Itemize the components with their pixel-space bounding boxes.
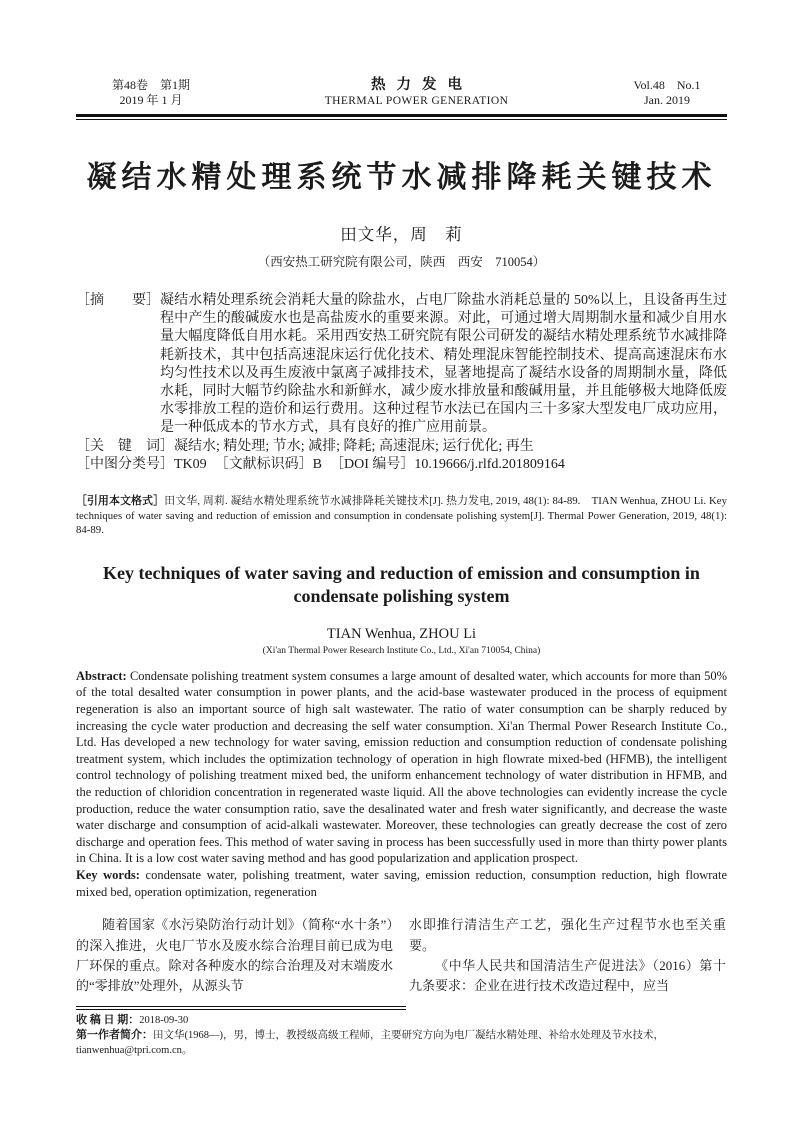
clc-value: TK09 xyxy=(174,456,207,472)
affiliation-cn: （西安热工研究院有限公司，陕西 西安 710054） xyxy=(257,255,546,269)
doc-code-value: B xyxy=(312,456,323,472)
date-en: Jan. 2019 xyxy=(644,93,690,107)
citation-label: ［引用本文格式］ xyxy=(76,495,165,508)
body-paragraph: 《中华人民共和国清洁生产促进法》（2016）第十九条要求：企业在进行技术改造过程中，应当 xyxy=(409,957,726,994)
journal-name-block xyxy=(226,78,607,109)
first-author-line xyxy=(76,1028,727,1058)
first-author-label: 第一作者简介： xyxy=(76,1029,153,1042)
header-volume-issue-en xyxy=(607,78,727,108)
abstract-text-cn: 凝结水精处理系统会消耗大量的除盐水，占电厂除盐水消耗总量的 50%以上，且设备再生过程中产生的酸碱废水也是高盐废水的重要来源。对此，可通过增大周期制水量和减少自用水量大幅度降低自用水耗。采用西安热工研究院有限公司研发的凝结水精处理系统节水减排降耗新技术，其中包括高速混床运行优化技术、精处理混床智能控制技术、提高高速混床布水均匀性技术以及再生废液中氯离子减排技术，显著地提高了凝结水设备的周期制水量，降低水耗，同时大幅节约除盐水和新鲜水，减少废水排放量和酸碱用量，并且能够极大地降低废水零排放工程的造价和运行费用。这种过程节水法已在国内三十多家大型发电厂成功应用，是一种低成本的节水方式，具有良好的推广应用前景。 xyxy=(160,293,727,436)
footnote-block xyxy=(76,1013,727,1059)
classification-row xyxy=(76,456,727,474)
citation-text-cn: 田文华, 周莉. 凝结水精处理系统节水减排降耗关键技术[J]. 热力发电, 2019, 48(1): 84-89. xyxy=(164,495,592,508)
keywords-en xyxy=(76,867,727,900)
citation-text-en: TIAN Wenhua, ZHOU Li. Key techniques of water saving and reduction of emission and consumption in condensate polishing system[J]. Thermal Power Generation, 2019, 48(1): 84-89. xyxy=(76,495,727,537)
date-cn: 2019 年 1 月 xyxy=(119,93,183,107)
journal-name-cn: 热力发电 xyxy=(371,77,473,93)
keywords-label-cn: ［关 键 词］ xyxy=(76,438,174,454)
paper-title-en: Key techniques of water saving and reduction of emission and consumption in condensate polishing system xyxy=(103,562,700,606)
abstract-label-cn: ［摘 要］ xyxy=(76,293,160,308)
body-columns xyxy=(76,915,727,997)
abstract-text-en: Condensate polishing treatment system consumes a large amount of desalted water, which accounts for more than 50% of the total desalted water consumption in power plants, and the acid-base wastewater produced in the process of equipment regeneration is also an important source of high salt wastewater. The ratio of water consumption can be sharply reduced by increasing the cycle water production and decreasing the self water consumption. Xi'an Thermal Power Research Institute Co., Ltd. Has developed a new technology for water saving, emission reduction and consumption reduction of condensate polishing treatment system, which includes the optimization technology of operation in high flowrate mixed-bed (HFMB), the intelligent control technology of polishing treatment mixed bed, the uniform enhancement technology of water distribution in HFMB, and the reduction of chloridion concentration in regenerated waste liquid. All the above technologies can evidently increase the cycle production, reduce the water consumption ratio, save the desalinated water and fresh water significantly, and decrease the waste water discharge and consumption of acid-alkali wastewater. Moreover, these technologies can greatly decrease the cost of zero discharge and operation fees. This method of water saving in process has been successfully used in more than thirty power plants in China. It is a low cost water saving method and has good popularization and application prospect. xyxy=(76,668,727,866)
affiliation-en: (Xi'an Thermal Power Research Institute Co., Ltd., Xi'an 710054, China) xyxy=(262,645,541,656)
keywords-row-cn xyxy=(76,438,727,456)
doi-label: ［DOI 编号］ xyxy=(330,456,415,472)
paper-title-cn: 凝结水精处理系统节水减排降耗关键技术 xyxy=(86,160,717,195)
abstract-block-cn xyxy=(76,292,727,474)
authors-en: TIAN Wenhua, ZHOU Li xyxy=(326,625,477,642)
first-author-bio: 田文华(1968—)，男，博士，教授级高级工程师，主要研究方向为电厂凝结水精处理、补给水处理及节水技术，tianwenhua@tpri.com.cn。 xyxy=(76,1030,664,1056)
body-paragraph: 随着国家《水污染防治行动计划》（简称“水十条”）的深入推进，火电厂节水及废水综合治理目前已成为电厂环保的重点。除对各种废水的综合治理及对末端废水的“零排放”处理外，从源头节 xyxy=(76,917,393,994)
abstract-label-en: Abstract: xyxy=(76,668,127,683)
header-divider xyxy=(76,114,727,120)
footnote-divider xyxy=(76,1006,406,1010)
received-date-value: 2018-09-30 xyxy=(139,1014,189,1026)
body-paragraph: 水即推行清洁生产工艺，强化生产过程节水也至关重要。 xyxy=(409,917,726,953)
volume-issue-cn: 第48卷 第1期 xyxy=(111,78,190,92)
doi-value: 10.19666/j.rlfd.201809164 xyxy=(414,456,565,472)
body-left-column xyxy=(76,915,393,997)
volume-issue-en: Vol.48 No.1 xyxy=(633,78,701,92)
body-right-column xyxy=(409,915,726,997)
header-volume-issue-cn xyxy=(76,78,226,108)
doc-code-label: ［文献标识码］ xyxy=(214,456,313,472)
abstract-row-cn xyxy=(76,292,727,438)
received-date-label: 收 稿 日 期： xyxy=(76,1013,140,1026)
keywords-text-en: condensate water, polishing treatment, water saving, emission reduction, consumption reduction, high flowrate mixed bed, operation optimization, regeneration xyxy=(76,867,728,899)
authors-cn: 田文华，周 莉 xyxy=(340,225,463,244)
journal-header xyxy=(76,78,727,109)
citation-block xyxy=(76,494,727,538)
keywords-text-cn: 凝结水; 精处理; 节水; 减排; 降耗; 高速混床; 运行优化; 再生 xyxy=(174,438,534,454)
received-date-line xyxy=(76,1013,727,1029)
abstract-en xyxy=(76,668,727,867)
journal-name-en: THERMAL POWER GENERATION xyxy=(324,95,509,107)
keywords-label-en: Key words: xyxy=(76,867,140,882)
clc-label: ［中图分类号］ xyxy=(76,456,174,472)
